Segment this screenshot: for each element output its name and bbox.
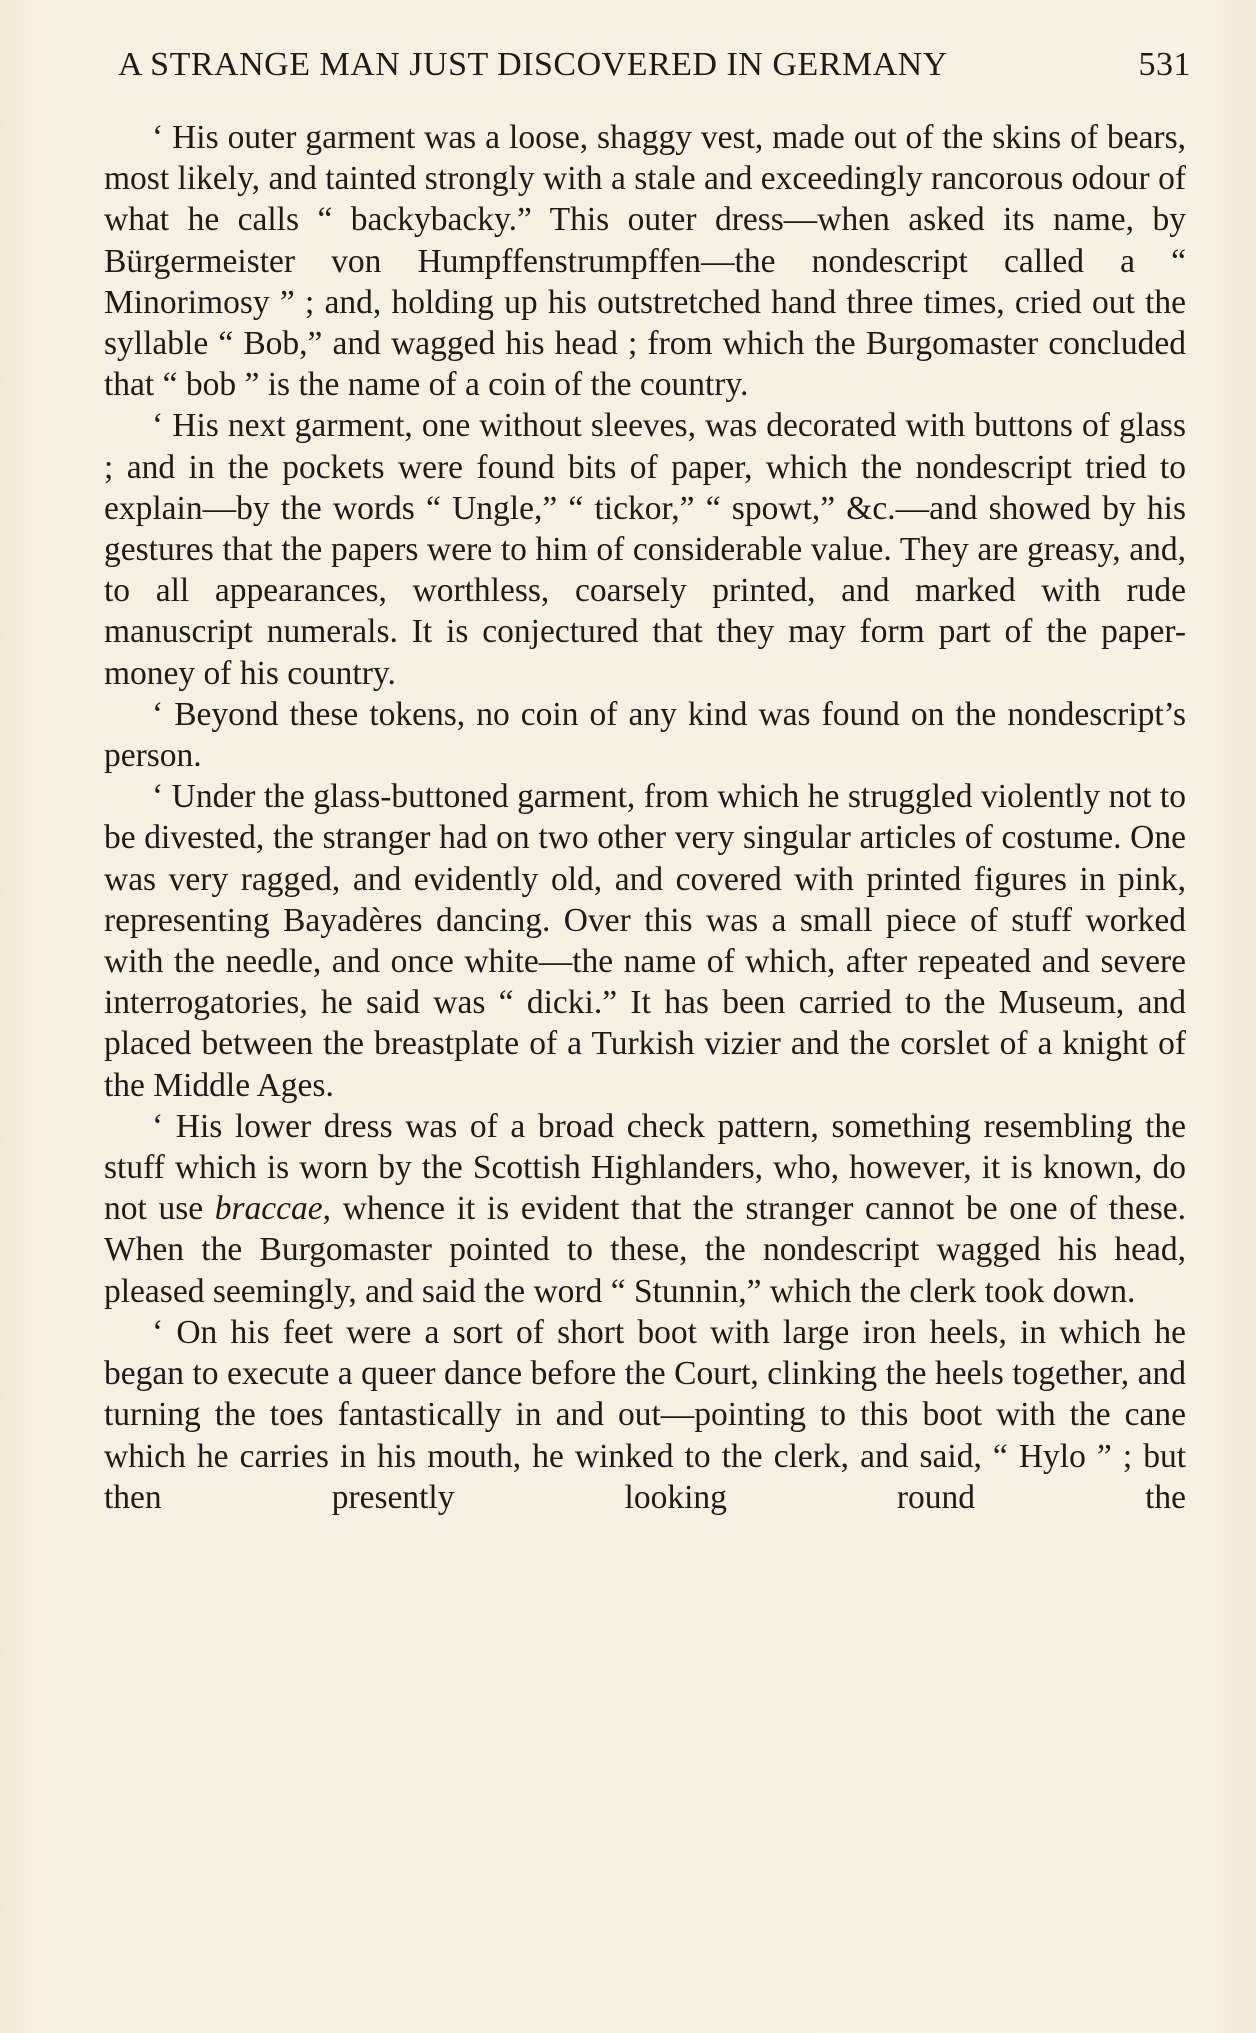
paragraph-outer-garment: ‘ His outer garment was a loose, shaggy vest, made out of the skins of bears, most likely, and tainted strongly with a stale and exceedingly rancorous odour of what he calls “ backybacky.” This outer dress—when asked its name, by Bürgermeister von Humpffenstrumpffen—the nondescript called a “ Minorimosy ” ; and, holding up his outstretched hand three times, cried out the syllable “ Bob,” and wagged his head ; from which the Burgomaster concluded that “ bob ” is the name of a coin of the country. (104, 119, 1186, 404)
paragraph-next-garment: ‘ His next garment, one without sleeves, was decorated with buttons of glass ; and in the pockets were found bits of paper, which the nondescript tried to explain—by the words “ Ungle,” “ tickor,” “ spowt,” &c.—and showed by his gestures that the papers were to him of considerable value. They are greasy, and, to all appearances, worthless, coarsely printed, and marked with rude manuscript numerals. It is conjectured that they may form part of the paper-money of his country. (104, 407, 1186, 692)
header-title: A STRANGE MAN JUST DISCOVERED IN GERMANY (118, 46, 948, 83)
italic-word: braccae (214, 1190, 323, 1228)
page-number: 531 (1138, 46, 1191, 83)
paragraph-lower-dress: ‘ His lower dress was of a broad check pattern, something resembling the stuff which is worn by the Scottish Highlanders, who, however, it is known, do not use braccae, whence it is evident that the stranger cannot be one of these. When the Burgomaster pointed to these, the nondescript wagged his head, pleased seemingly, and said the word “ Stunnin,” which the clerk took down. (104, 1107, 1187, 1310)
paragraph-under-garment: ‘ Under the glass-buttoned garment, from which he struggled violently not to be divested, the stranger had on two other very singular articles of costume. One was very ragged, and evidently old, and covered with printed figures in pink, representing Bayadères dancing. Over this was a small piece of stuff worked with the needle, and once white—the name of which, after repeated and severe interrogatories, he said was “ dicki.” It has been carried to the Museum, and placed between the breastplate of a Turkish vizier and the corslet of a knight of the Middle Ages. (104, 778, 1186, 1104)
paragraph-feet: ‘ On his feet were a sort of short boot with large iron heels, in which he began to execute a queer dance before the Court, clinking the heels together, and turning the toes fantastically in and out—pointing to this boot with the cane which he carries in his mouth, he winked to the clerk, and said, “ Hylo ” ; but then presently looking round the (104, 1313, 1186, 1516)
body-text (104, 117, 1186, 1518)
running-header (118, 42, 1191, 88)
paragraph-tokens: ‘ Beyond these tokens, no coin of any kind was found on the nondescript’s person. (104, 695, 1186, 775)
